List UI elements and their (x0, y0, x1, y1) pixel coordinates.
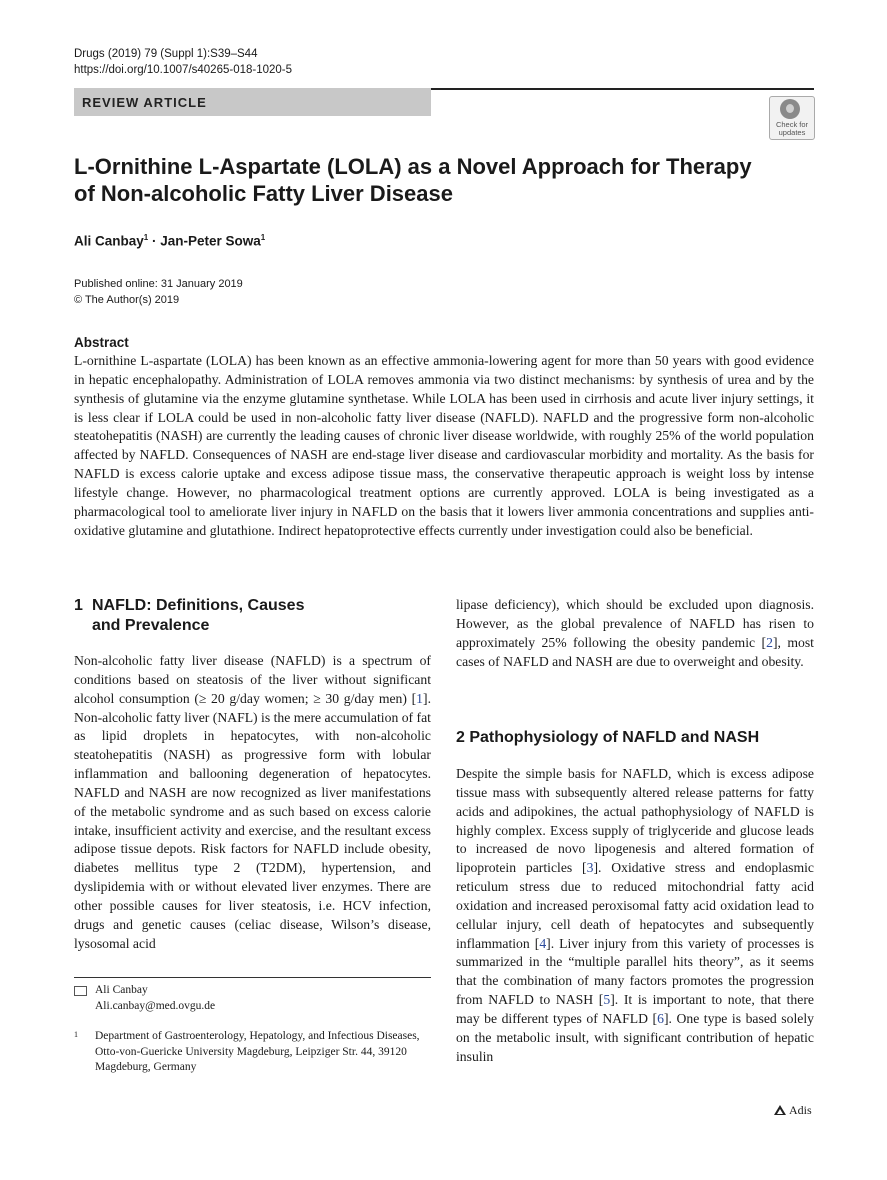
section-1-heading (74, 596, 434, 635)
article-title (74, 153, 774, 207)
paragraph-text: lipase deficiency), which should be excluded upon diagnosis. However, as the global prevalence of NAFLD has risen to approximately 25% following the obesity pandemic [ (456, 597, 814, 650)
publisher-logo (774, 1103, 812, 1118)
paragraph-text: ], most cases of NAFLD and NASH are due to overweight and obesity. (456, 634, 814, 669)
section-1-paragraph-continued (456, 596, 814, 671)
paragraph-text: ]. Non-alcoholic fatty liver (NAFL) is the mere accumulation of fat as lipid droplets in hepatocytes, with non-alcoholic steatohepatitis (NASH) as progressive form with lobular inflammation and ballooning degeneration of hepatocytes. NAFLD and NASH are now recognized as liver manifestations of the metabolic syndrome and as such based on excess calorie intake, insufficient activity and exercise, and the resultant excess adipose tissue depots. Risk factors for NAFLD include obesity, diabetes mellitus type 2 (T2DM), hypertension, and dyslipidemia with or without elevated liver enzymes. There are other possible causes for liver steatosis, i.e. HCV infection, drugs and genetic causes (celiac disease, Wilson’s disease, lysosomal acid (74, 690, 431, 951)
paragraph-text: Non-alcoholic fatty liver disease (NAFLD) is a spectrum of conditions based on steatosis of the liver without significant alcohol consumption (≥ 20 g/day women; ≥ 30 g/day men) [ (74, 653, 431, 706)
paragraph-text: ]. Liver injury from this variety of processes is summarized in the “multiple parallel hits theory”, as it seems that the combination of many factors promotes the progression from NAFLD to NASH [ (456, 935, 814, 1008)
journal-reference (74, 46, 292, 78)
publisher-name: Adis (789, 1103, 812, 1117)
citation-link[interactable]: 4 (539, 935, 547, 951)
doi-link[interactable]: https://doi.org/10.1007/s40265-018-1020-5 (74, 64, 293, 76)
section-title-line: NAFLD: Definitions, Causes (92, 597, 305, 614)
citation-link[interactable]: 5 (603, 992, 611, 1008)
paragraph-text: Despite the simple basis for NAFLD, which is excess adipose tissue mass with subsequently altered release patterns for fatty acids and adipokines, the actual pathophysiology of NAFLD is highly complex. Excess supply of triglyceride and glucose leads to increased de novo lipogenesis and altered formation of lipoprotein particles [ (456, 766, 814, 876)
paragraph-text: ]. One type is based solely on the metabolic insult, with significant contribution of hepatic insulin (456, 1010, 814, 1064)
section-title-line: and Prevalence (92, 616, 210, 634)
check-updates-icon-inner (786, 104, 794, 113)
header-rule (431, 88, 814, 90)
section-1-paragraph (74, 652, 431, 954)
corresponding-author (95, 983, 215, 1014)
copyright: © The Author(s) 2019 (74, 293, 180, 306)
abstract-heading: Abstract (74, 335, 129, 350)
footnote-divider (74, 977, 431, 978)
affiliation-number: 1 (74, 1030, 78, 1039)
author-list (74, 233, 265, 249)
citation-link[interactable]: 6 (657, 1010, 664, 1026)
section-2-paragraph (456, 765, 814, 1067)
title-line-1: L-Ornithine L-Aspartate (LOLA) as a Novel Approach for Therapy (74, 154, 752, 179)
publication-info (74, 277, 243, 308)
corresponding-author-name: Ali Canbay (95, 984, 148, 996)
abstract-text: L-ornithine L-aspartate (LOLA) has been known as an effective ammonia-lowering agent for more than 50 years with good evidence in hepatic encephalopathy. Administration of LOLA removes ammonia via two distinct mechanisms: by synthesis of urea and by the synthesis of glutamine via the enzyme glutamine synthetase. While LOLA has been used in cirrhosis and acute liver injury settings, it is less clear if LOLA could be used in non-alcoholic fatty liver disease (NAFLD). NAFLD and the progressive form non-alcoholic steatohepatitis (NASH) are currently the leading causes of chronic liver disease worldwide, with roughly 25% of the world population affected by NAFLD. Consequences of NASH are end-stage liver disease and cardiovascular morbidity and mortality. As the basis for NAFLD is excess calorie uptake and excess adipose tissue mass, the conservative therapeutic approach is weight loss by intense lifestyle change. However, no pharmacological treatment options are currently approved. LOLA is being investigated as a pharmacological tool to ameliorate liver injury in NAFLD on the basis that it lowers liver ammonia concentrations and supplies anti-oxidative glutamine and glutathione. Indirect hepatoprotective effects currently under investigation could also be beneficial. (74, 353, 814, 538)
check-updates-label: Check for updates (775, 120, 809, 137)
article-type-label: REVIEW ARTICLE (82, 95, 207, 110)
author-separator: · (148, 233, 161, 249)
corresponding-author-email[interactable]: Ali.canbay@med.ovgu.de (95, 999, 216, 1012)
section-2-heading: 2 Pathophysiology of NAFLD and NASH (456, 729, 760, 746)
published-date: Published online: 31 January 2019 (74, 278, 243, 290)
affiliation-marker: 1 (143, 233, 149, 242)
adis-triangle-icon (774, 1105, 786, 1115)
title-line-2: of Non-alcoholic Fatty Liver Disease (74, 181, 453, 206)
citation-link[interactable]: 2 (766, 634, 773, 650)
citation-link[interactable]: 3 (586, 860, 594, 876)
author-name[interactable]: Ali Canbay (74, 233, 144, 249)
journal-citation: Drugs (2019) 79 (Suppl 1):S39–S44 (74, 48, 258, 60)
paragraph-text: ]. Oxidative stress and endoplasmic reticulum stress due to reduced mitochondrial fatty acid oxidation and increased peroxisomal fatty acid oxidation lead to cellular injury, cell death of hepatocytes and subsequently inflammation [ (456, 860, 814, 951)
affiliation-marker: 1 (260, 233, 266, 242)
affiliation-text: Department of Gastroenterology, Hepatology, and Infectious Diseases, Otto-von-Guericke University Magdeburg, Leipziger Str. 44, 39120 Magdeburg, Germany (95, 1030, 420, 1073)
author-name[interactable]: Jan-Peter Sowa (160, 233, 261, 249)
section-number: 1 (74, 597, 83, 614)
envelope-icon (74, 986, 87, 996)
citation-link[interactable]: 1 (416, 690, 424, 706)
paragraph-text: ]. It is important to note, that there may be different types of NAFLD [ (456, 992, 814, 1026)
